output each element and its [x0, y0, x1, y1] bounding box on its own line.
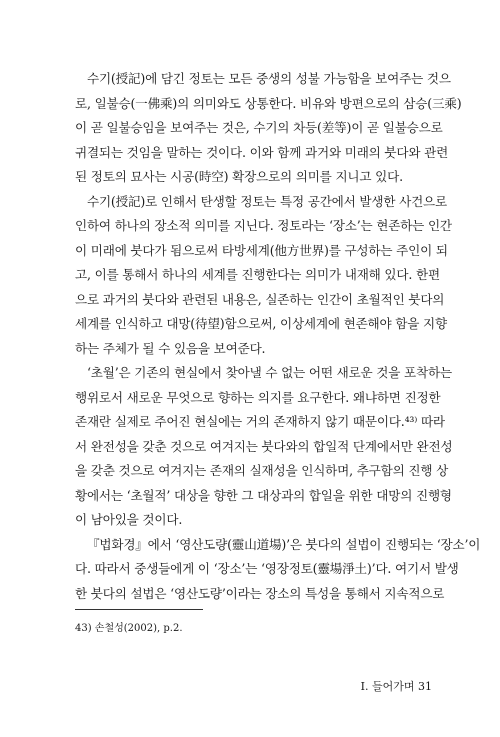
text-line: 다. 따라서 중생들에게 이 ‘장소’는 ‘영장정토(靈場淨土)’다. 여기서 발생 [75, 561, 459, 576]
text-line: 된 정토의 묘사는 시공(時空) 확장으로의 의미를 지니고 있다. [75, 169, 403, 184]
text-line: 황에서는 ‘초월적’ 대상을 향한 그 대상과의 합일을 위한 대망의 진행형 [75, 487, 452, 503]
text-line: 세계를 인식하고 대망(待望)함으로써, 이상세계에 현존해야 함을 지향 [75, 316, 447, 331]
text-line: 로, 일불승(一佛乘)의 의미와도 상통한다. 비유와 방편으로의 삼승(三乘) [75, 95, 462, 111]
text-line: ‘초월’은 기존의 현실에서 찾아낼 수 없는 어떤 새로운 것을 포착하는 [87, 365, 452, 380]
text-line: 수기(授記)로 인해서 탄생할 정토는 특정 공간에서 발생한 사건으로 [87, 193, 447, 209]
text-line: 한 붓다의 설법은 ‘영산도량’이라는 장소의 특성을 통해서 지속적으로 [75, 585, 445, 601]
footnote: 43) 손철성(2002), p.2. [75, 623, 183, 634]
text-line: 이 곧 일불승임을 보여주는 것은, 수기의 차등(差等)이 곧 일불승으로 [75, 120, 443, 135]
body-text [75, 67, 481, 606]
text-line: 『법화경』에서 ‘영산도량(靈山道場)’은 붓다의 설법이 진행되는 ‘장소’이 [87, 536, 481, 552]
text-line: 고, 이를 통해서 하나의 세계를 진행한다는 의미가 내재해 있다. 한편 [75, 267, 440, 282]
text-line: 인하여 하나의 장소적 의미를 지닌다. 정토라는 ‘장소’는 현존하는 인간 [75, 218, 452, 233]
text-line: 행위로서 새로운 무엇으로 향하는 의지를 요구한다. 왜냐하면 진정한 [75, 389, 441, 405]
text-line: 하는 주체가 될 수 있음을 보여준다. [75, 340, 266, 356]
text-line: 이 남아있을 것이다. [75, 512, 183, 527]
text-line: 존재란 실제로 주어진 현실에는 거의 존재하지 않기 때문이다.⁴³⁾ 따라 [75, 414, 445, 429]
footnote-divider [75, 609, 203, 610]
text-line: 수기(授記)에 담긴 정토는 모든 중생의 성불 가능함을 보여주는 것으 [87, 71, 451, 86]
text-line: 을 갖춘 것으로 여겨지는 존재의 실재성을 인식하며, 추구함의 진행 상 [75, 463, 449, 478]
text-line: 이 미래에 붓다가 됨으로써 타방세계(他方世界)를 구성하는 주인이 되 [75, 242, 448, 258]
text-line: 으로 과거의 붓다와 관련된 내용은, 실존하는 인간이 초월적인 붓다의 [75, 291, 445, 307]
text-line: 서 완전성을 갖춘 것으로 여겨지는 붓다와의 합일적 단계에서만 완전성 [75, 438, 453, 454]
page-footer: I. 들어가며 31 [360, 680, 432, 693]
text-line: 귀결되는 것임을 말하는 것이다. 이와 함께 과거와 미래의 붓다와 관련 [75, 144, 449, 160]
